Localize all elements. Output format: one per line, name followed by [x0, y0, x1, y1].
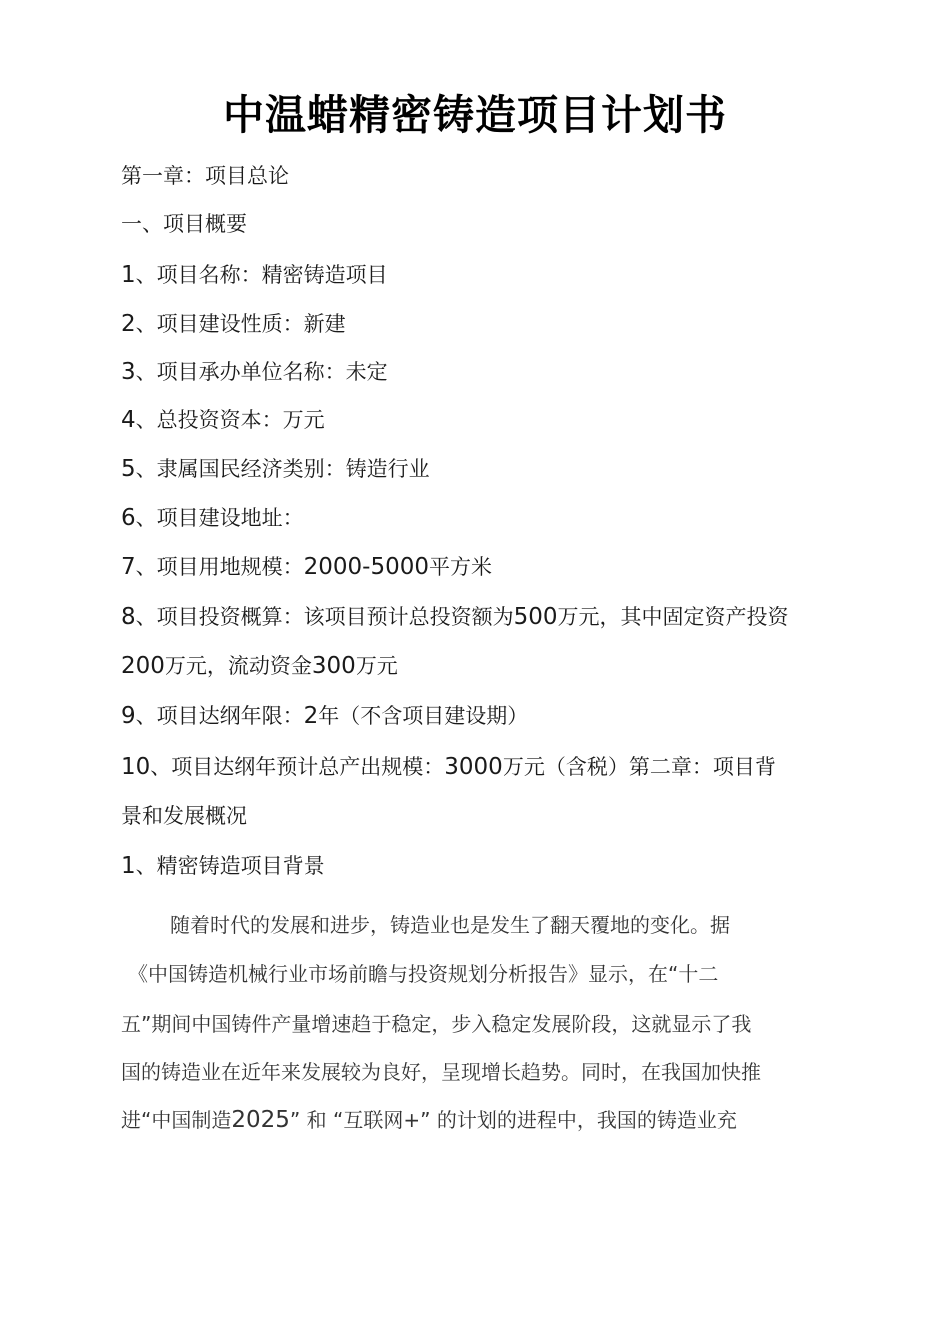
item-number: 10: [121, 754, 151, 780]
paragraph-line: 五”期间中国铸件产量增速趋于稳定，步入稳定发展阶段，这就显示了我: [121, 1012, 752, 1036]
paragraph-line: 随着时代的发展和进步，铸造业也是发生了翻天覆地的变化。据: [170, 913, 730, 937]
paragraph-line: [121, 1106, 737, 1134]
item-value: 2000-5000: [303, 554, 430, 580]
document-title: 中温蜡精密铸造项目计划书: [223, 91, 727, 139]
item-value: 300: [311, 653, 356, 679]
list-item: [121, 702, 528, 730]
paragraph-text: ” 和 “互联网+” 的计划的进程中，我国的铸造业充: [289, 1108, 737, 1132]
item-number: 3: [121, 359, 136, 385]
list-item: [121, 358, 388, 386]
item-number: 1: [121, 853, 136, 879]
item-number: 5: [121, 456, 136, 482]
list-item: [121, 455, 430, 483]
item-number: 1: [121, 262, 136, 288]
list-item: [121, 310, 346, 338]
list-item-continuation: [121, 652, 398, 680]
item-text: 万元，流动资金: [164, 654, 312, 678]
item-text: 、项目建设地址：: [135, 506, 304, 530]
item-text: 、项目承办单位名称：未定: [135, 360, 388, 384]
item-text: 、项目建设性质：新建: [135, 312, 346, 336]
item-text: 、项目用地规模：: [135, 555, 304, 579]
item-text: 、隶属国民经济类别：铸造行业: [135, 457, 430, 481]
subsection-heading: [121, 852, 325, 880]
paragraph-line: 《中国铸造机械行业市场前瞻与投资规划分析报告》显示，在“十二: [128, 962, 719, 986]
item-text: 、项目名称：精密铸造项目: [135, 263, 388, 287]
list-item: [121, 553, 492, 581]
item-number: 4: [121, 407, 136, 433]
list-item: [121, 261, 388, 289]
paragraph-text: 进“中国制造: [121, 1108, 232, 1132]
item-text: 、精密铸造项目背景: [135, 854, 325, 878]
list-item: [121, 406, 325, 434]
paragraph-line: 国的铸造业在近年来发展较为良好，呈现增长趋势。同时，在我国加快推: [121, 1060, 761, 1084]
chapter-heading: 第一章：项目总论: [121, 164, 289, 188]
item-value: 2: [303, 703, 319, 729]
section-heading: 一、项目概要: [121, 212, 247, 236]
item-value: 500: [513, 604, 558, 630]
item-unit: 万元: [355, 654, 398, 678]
item-text: 、项目投资概算：该项目预计总投资额为: [135, 605, 514, 629]
item-number: 9: [121, 703, 136, 729]
item-number: 8: [121, 604, 136, 630]
item-unit: 平方米: [429, 555, 493, 579]
item-value: 200: [121, 653, 165, 679]
list-item: [121, 603, 789, 631]
list-item-continuation: 景和发展概况: [121, 804, 247, 828]
list-item: [121, 504, 304, 532]
item-unit: 年（不含项目建设期）: [318, 704, 529, 728]
item-text: 、总投资资本：万元: [135, 408, 325, 432]
item-unit: 万元，其中固定资产投资: [557, 605, 789, 629]
item-number: 7: [121, 554, 136, 580]
item-number: 2: [121, 311, 136, 337]
item-number: 6: [121, 505, 136, 531]
item-value: 3000: [444, 754, 503, 780]
list-item: [121, 753, 776, 781]
paragraph-number: 2025: [231, 1107, 290, 1133]
item-unit: 万元（含税）第二章：项目背: [502, 755, 776, 779]
item-text: 、项目达纲年预计总产出规模：: [150, 755, 445, 779]
item-text: 、项目达纲年限：: [135, 704, 304, 728]
